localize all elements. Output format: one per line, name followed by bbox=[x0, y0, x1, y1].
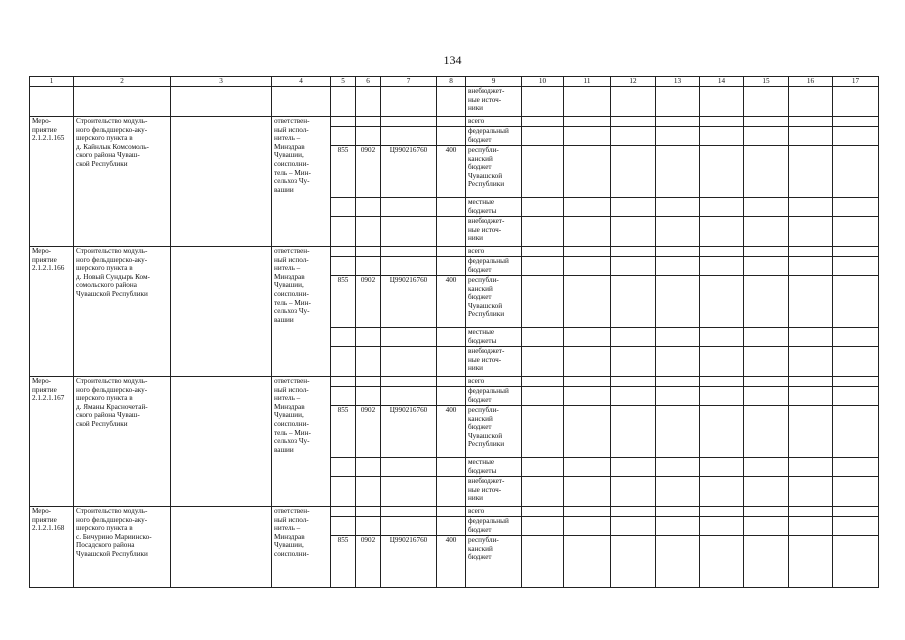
empty-cell bbox=[437, 507, 466, 517]
empty-cell bbox=[331, 347, 356, 377]
empty-cell bbox=[611, 517, 656, 536]
empty-cell bbox=[356, 347, 381, 377]
empty-cell bbox=[522, 117, 564, 127]
empty-cell bbox=[833, 517, 879, 536]
empty-cell bbox=[331, 477, 356, 507]
empty-cell bbox=[522, 377, 564, 387]
empty-cell bbox=[356, 257, 381, 276]
section-code-cell: 0902 bbox=[356, 406, 381, 458]
empty-cell bbox=[331, 217, 356, 247]
col-num: 8 bbox=[437, 77, 466, 87]
empty-cell bbox=[833, 458, 879, 477]
empty-cell bbox=[700, 536, 744, 588]
empty-cell bbox=[744, 117, 789, 127]
empty-cell bbox=[833, 377, 879, 387]
funding-source-cell: внебюджет- ные источ- ники bbox=[466, 87, 522, 117]
empty-cell bbox=[700, 458, 744, 477]
empty-cell bbox=[789, 507, 833, 517]
empty-cell bbox=[833, 117, 879, 127]
empty-cell bbox=[437, 328, 466, 347]
empty-cell bbox=[381, 198, 437, 217]
empty-cell bbox=[381, 87, 437, 117]
empty-cell bbox=[437, 117, 466, 127]
empty-cell bbox=[356, 117, 381, 127]
empty-cell bbox=[611, 276, 656, 328]
empty-cell bbox=[789, 217, 833, 247]
empty-cell bbox=[564, 517, 611, 536]
empty-cell bbox=[700, 477, 744, 507]
empty-cell bbox=[437, 387, 466, 406]
col-num: 7 bbox=[381, 77, 437, 87]
section-code-cell: 0902 bbox=[356, 276, 381, 328]
empty-cell bbox=[700, 387, 744, 406]
empty-cell bbox=[700, 517, 744, 536]
activity-name-cell: Строительство модуль- ного фельдшерско-аку- шерского пункта в с. Бичурино Мариинско- Посадского района Чувашской Республики bbox=[74, 507, 171, 588]
activity-code-cell: Меро- приятие 2.1.2.1.166 bbox=[30, 247, 74, 377]
empty-cell bbox=[611, 507, 656, 517]
empty-cell bbox=[833, 347, 879, 377]
empty-cell bbox=[700, 377, 744, 387]
empty-cell bbox=[744, 517, 789, 536]
empty-cell bbox=[381, 507, 437, 517]
empty-cell bbox=[744, 276, 789, 328]
empty-cell bbox=[656, 247, 700, 257]
col-num: 1 bbox=[30, 77, 74, 87]
empty-cell bbox=[331, 507, 356, 517]
empty-cell bbox=[564, 257, 611, 276]
section-code-cell: 0902 bbox=[356, 536, 381, 588]
empty-cell bbox=[331, 328, 356, 347]
empty-cell bbox=[833, 87, 879, 117]
empty-cell bbox=[522, 146, 564, 198]
empty-cell bbox=[700, 347, 744, 377]
empty-cell bbox=[522, 87, 564, 117]
empty-cell bbox=[833, 387, 879, 406]
grbs-code-cell: 855 bbox=[331, 276, 356, 328]
empty-cell bbox=[833, 198, 879, 217]
empty-cell bbox=[744, 87, 789, 117]
grbs-code-cell: 855 bbox=[331, 406, 356, 458]
empty-cell bbox=[437, 517, 466, 536]
empty-cell bbox=[437, 458, 466, 477]
empty-cell bbox=[522, 127, 564, 146]
empty-cell bbox=[611, 347, 656, 377]
empty-cell bbox=[522, 347, 564, 377]
empty-cell bbox=[611, 377, 656, 387]
empty-cell bbox=[437, 247, 466, 257]
expense-type-cell: 400 bbox=[437, 406, 466, 458]
empty-cell bbox=[789, 406, 833, 458]
target-article-cell: Ц990216760 bbox=[381, 146, 437, 198]
empty-cell bbox=[744, 257, 789, 276]
table-row bbox=[30, 117, 879, 127]
empty-cell bbox=[171, 247, 272, 377]
empty-cell bbox=[356, 217, 381, 247]
empty-cell bbox=[656, 387, 700, 406]
empty-cell bbox=[437, 377, 466, 387]
empty-cell bbox=[381, 347, 437, 377]
empty-cell bbox=[564, 117, 611, 127]
empty-cell bbox=[789, 117, 833, 127]
empty-cell bbox=[611, 536, 656, 588]
empty-cell bbox=[833, 247, 879, 257]
empty-cell bbox=[356, 328, 381, 347]
section-code-cell: 0902 bbox=[356, 146, 381, 198]
empty-cell bbox=[789, 328, 833, 347]
empty-cell bbox=[611, 257, 656, 276]
expense-type-cell: 400 bbox=[437, 536, 466, 588]
empty-cell bbox=[789, 458, 833, 477]
empty-cell bbox=[331, 247, 356, 257]
col-num: 2 bbox=[74, 77, 171, 87]
empty-cell bbox=[437, 87, 466, 117]
table-row bbox=[30, 377, 879, 387]
empty-cell bbox=[381, 247, 437, 257]
empty-cell bbox=[833, 276, 879, 328]
empty-cell bbox=[656, 517, 700, 536]
empty-cell bbox=[744, 536, 789, 588]
target-article-cell: Ц990216760 bbox=[381, 536, 437, 588]
empty-cell bbox=[564, 127, 611, 146]
col-num: 3 bbox=[171, 77, 272, 87]
empty-cell bbox=[833, 127, 879, 146]
empty-cell bbox=[522, 257, 564, 276]
empty-cell bbox=[611, 117, 656, 127]
funding-source-cell: всего bbox=[466, 377, 522, 387]
empty-cell bbox=[656, 257, 700, 276]
empty-cell bbox=[522, 458, 564, 477]
empty-cell bbox=[656, 276, 700, 328]
table-row bbox=[30, 247, 879, 257]
empty-cell bbox=[744, 477, 789, 507]
funding-source-cell: всего bbox=[466, 247, 522, 257]
empty-cell bbox=[381, 517, 437, 536]
empty-cell bbox=[356, 377, 381, 387]
empty-cell bbox=[437, 477, 466, 507]
empty-cell bbox=[744, 146, 789, 198]
empty-cell bbox=[74, 87, 171, 117]
empty-cell bbox=[611, 127, 656, 146]
funding-source-cell: республи- канский бюджет Чувашской Республики bbox=[466, 276, 522, 328]
empty-cell bbox=[744, 347, 789, 377]
empty-cell bbox=[789, 377, 833, 387]
empty-cell bbox=[381, 328, 437, 347]
empty-cell bbox=[611, 328, 656, 347]
empty-cell bbox=[564, 198, 611, 217]
empty-cell bbox=[356, 387, 381, 406]
empty-cell bbox=[522, 507, 564, 517]
empty-cell bbox=[700, 198, 744, 217]
target-article-cell: Ц990216760 bbox=[381, 406, 437, 458]
col-num: 11 bbox=[564, 77, 611, 87]
empty-cell bbox=[522, 517, 564, 536]
funding-source-cell: федеральный бюджет bbox=[466, 387, 522, 406]
empty-cell bbox=[356, 87, 381, 117]
empty-cell bbox=[789, 247, 833, 257]
col-num: 5 bbox=[331, 77, 356, 87]
empty-cell bbox=[437, 217, 466, 247]
empty-cell bbox=[564, 536, 611, 588]
empty-cell bbox=[744, 406, 789, 458]
funding-source-cell: внебюджет- ные источ- ники bbox=[466, 347, 522, 377]
empty-cell bbox=[833, 477, 879, 507]
empty-cell bbox=[656, 536, 700, 588]
empty-cell bbox=[656, 146, 700, 198]
empty-cell bbox=[564, 276, 611, 328]
empty-cell bbox=[331, 257, 356, 276]
empty-cell bbox=[522, 198, 564, 217]
empty-cell bbox=[656, 217, 700, 247]
empty-cell bbox=[381, 387, 437, 406]
empty-cell bbox=[744, 328, 789, 347]
empty-cell bbox=[656, 377, 700, 387]
empty-cell bbox=[564, 477, 611, 507]
funding-source-cell: местные бюджеты bbox=[466, 458, 522, 477]
empty-cell bbox=[331, 127, 356, 146]
empty-cell bbox=[611, 477, 656, 507]
col-num: 17 bbox=[833, 77, 879, 87]
empty-cell bbox=[381, 257, 437, 276]
activity-name-cell: Строительство модуль- ного фельдшерско-аку- шерского пункта в д. Яманы Красночетай- ского района Чуваш- ской Республики bbox=[74, 377, 171, 507]
empty-cell bbox=[744, 127, 789, 146]
table-row bbox=[30, 507, 879, 517]
col-num: 12 bbox=[611, 77, 656, 87]
empty-cell bbox=[522, 247, 564, 257]
col-num: 13 bbox=[656, 77, 700, 87]
empty-cell bbox=[437, 347, 466, 377]
table-body bbox=[30, 77, 879, 588]
empty-cell bbox=[789, 347, 833, 377]
col-num: 4 bbox=[272, 77, 331, 87]
activity-code-cell: Меро- приятие 2.1.2.1.168 bbox=[30, 507, 74, 588]
funding-source-cell: федеральный бюджет bbox=[466, 257, 522, 276]
empty-cell bbox=[331, 198, 356, 217]
empty-cell bbox=[833, 536, 879, 588]
empty-cell bbox=[700, 507, 744, 517]
col-num: 14 bbox=[700, 77, 744, 87]
empty-cell bbox=[356, 127, 381, 146]
empty-cell bbox=[611, 146, 656, 198]
empty-cell bbox=[833, 406, 879, 458]
activity-code-cell: Меро- приятие 2.1.2.1.167 bbox=[30, 377, 74, 507]
empty-cell bbox=[700, 87, 744, 117]
empty-cell bbox=[656, 328, 700, 347]
empty-cell bbox=[833, 257, 879, 276]
empty-cell bbox=[356, 477, 381, 507]
empty-cell bbox=[789, 536, 833, 588]
empty-cell bbox=[356, 517, 381, 536]
empty-cell bbox=[171, 507, 272, 588]
empty-cell bbox=[437, 257, 466, 276]
empty-cell bbox=[744, 507, 789, 517]
executor-cell: ответствен- ный испол- нитель – Минздрав Чувашии, соисполни- тель – Мин- сельхоз Чу- вашии bbox=[272, 247, 331, 377]
empty-cell bbox=[700, 328, 744, 347]
empty-cell bbox=[656, 406, 700, 458]
empty-cell bbox=[611, 247, 656, 257]
empty-cell bbox=[564, 507, 611, 517]
empty-cell bbox=[564, 387, 611, 406]
empty-cell bbox=[789, 87, 833, 117]
table-row bbox=[30, 87, 879, 117]
executor-cell: ответствен- ный испол- нитель – Минздрав Чувашии, соисполни- bbox=[272, 507, 331, 588]
empty-cell bbox=[564, 347, 611, 377]
expense-type-cell: 400 bbox=[437, 146, 466, 198]
empty-cell bbox=[700, 276, 744, 328]
empty-cell bbox=[272, 87, 331, 117]
funding-source-cell: всего bbox=[466, 507, 522, 517]
empty-cell bbox=[437, 127, 466, 146]
funding-source-cell: местные бюджеты bbox=[466, 328, 522, 347]
expense-type-cell: 400 bbox=[437, 276, 466, 328]
empty-cell bbox=[356, 198, 381, 217]
empty-cell bbox=[564, 406, 611, 458]
empty-cell bbox=[381, 117, 437, 127]
empty-cell bbox=[331, 387, 356, 406]
empty-cell bbox=[789, 127, 833, 146]
empty-cell bbox=[611, 217, 656, 247]
activity-name-cell: Строительство модуль- ного фельдшерско-аку- шерского пункта в д. Новый Сундырь Ком- сомольского района Чувашской Республики bbox=[74, 247, 171, 377]
funding-source-cell: республи- канский бюджет Чувашской Республики bbox=[466, 406, 522, 458]
empty-cell bbox=[744, 377, 789, 387]
empty-cell bbox=[833, 507, 879, 517]
grbs-code-cell: 855 bbox=[331, 146, 356, 198]
empty-cell bbox=[611, 198, 656, 217]
empty-cell bbox=[611, 406, 656, 458]
empty-cell bbox=[656, 87, 700, 117]
empty-cell bbox=[522, 477, 564, 507]
empty-cell bbox=[564, 377, 611, 387]
empty-cell bbox=[171, 117, 272, 247]
budget-table bbox=[29, 76, 879, 588]
empty-cell bbox=[744, 247, 789, 257]
activity-code-cell: Меро- приятие 2.1.2.1.165 bbox=[30, 117, 74, 247]
funding-source-cell: внебюджет- ные источ- ники bbox=[466, 217, 522, 247]
empty-cell bbox=[381, 458, 437, 477]
empty-cell bbox=[700, 127, 744, 146]
empty-cell bbox=[331, 87, 356, 117]
empty-cell bbox=[356, 507, 381, 517]
empty-cell bbox=[611, 87, 656, 117]
col-num: 6 bbox=[356, 77, 381, 87]
empty-cell bbox=[331, 517, 356, 536]
empty-cell bbox=[700, 406, 744, 458]
empty-cell bbox=[356, 458, 381, 477]
column-number-row bbox=[30, 77, 879, 87]
empty-cell bbox=[30, 87, 74, 117]
col-num: 10 bbox=[522, 77, 564, 87]
empty-cell bbox=[564, 87, 611, 117]
col-num: 9 bbox=[466, 77, 522, 87]
page-number: 134 bbox=[443, 53, 462, 67]
executor-cell: ответствен- ный испол- нитель – Минздрав Чувашии, соисполни- тель – Мин- сельхоз Чу- вашии bbox=[272, 117, 331, 247]
empty-cell bbox=[789, 387, 833, 406]
empty-cell bbox=[171, 87, 272, 117]
empty-cell bbox=[789, 146, 833, 198]
empty-cell bbox=[700, 117, 744, 127]
funding-source-cell: республи- канский бюджет Чувашской Республики bbox=[466, 146, 522, 198]
empty-cell bbox=[611, 458, 656, 477]
empty-cell bbox=[789, 477, 833, 507]
empty-cell bbox=[700, 146, 744, 198]
empty-cell bbox=[656, 198, 700, 217]
funding-source-cell: внебюджет- ные источ- ники bbox=[466, 477, 522, 507]
empty-cell bbox=[522, 276, 564, 328]
empty-cell bbox=[437, 198, 466, 217]
empty-cell bbox=[744, 198, 789, 217]
empty-cell bbox=[381, 377, 437, 387]
empty-cell bbox=[744, 458, 789, 477]
empty-cell bbox=[789, 198, 833, 217]
empty-cell bbox=[522, 536, 564, 588]
empty-cell bbox=[522, 217, 564, 247]
empty-cell bbox=[564, 217, 611, 247]
col-num: 15 bbox=[744, 77, 789, 87]
empty-cell bbox=[356, 247, 381, 257]
empty-cell bbox=[833, 217, 879, 247]
empty-cell bbox=[789, 517, 833, 536]
empty-cell bbox=[522, 328, 564, 347]
empty-cell bbox=[789, 276, 833, 328]
col-num: 16 bbox=[789, 77, 833, 87]
empty-cell bbox=[381, 477, 437, 507]
funding-source-cell: федеральный бюджет bbox=[466, 517, 522, 536]
grbs-code-cell: 855 bbox=[331, 536, 356, 588]
empty-cell bbox=[656, 507, 700, 517]
empty-cell bbox=[381, 127, 437, 146]
empty-cell bbox=[833, 146, 879, 198]
empty-cell bbox=[744, 217, 789, 247]
executor-cell: ответствен- ный испол- нитель – Минздрав Чувашии, соисполни- тель – Мин- сельхоз Чу- вашии bbox=[272, 377, 331, 507]
funding-source-cell: федеральный бюджет bbox=[466, 127, 522, 146]
empty-cell bbox=[656, 458, 700, 477]
empty-cell bbox=[331, 117, 356, 127]
empty-cell bbox=[331, 377, 356, 387]
empty-cell bbox=[564, 146, 611, 198]
empty-cell bbox=[656, 127, 700, 146]
empty-cell bbox=[700, 257, 744, 276]
funding-source-cell: местные бюджеты bbox=[466, 198, 522, 217]
funding-source-cell: всего bbox=[466, 117, 522, 127]
activity-name-cell: Строительство модуль- ного фельдшерско-аку- шерского пункта в д. Кайнлык Комсомоль- ского района Чуваш- ской Республики bbox=[74, 117, 171, 247]
empty-cell bbox=[789, 257, 833, 276]
target-article-cell: Ц990216760 bbox=[381, 276, 437, 328]
empty-cell bbox=[656, 477, 700, 507]
empty-cell bbox=[656, 347, 700, 377]
empty-cell bbox=[522, 387, 564, 406]
empty-cell bbox=[700, 247, 744, 257]
empty-cell bbox=[564, 328, 611, 347]
empty-cell bbox=[381, 217, 437, 247]
empty-cell bbox=[611, 387, 656, 406]
empty-cell bbox=[700, 217, 744, 247]
empty-cell bbox=[744, 387, 789, 406]
empty-cell bbox=[833, 328, 879, 347]
empty-cell bbox=[331, 458, 356, 477]
empty-cell bbox=[656, 117, 700, 127]
empty-cell bbox=[522, 406, 564, 458]
empty-cell bbox=[564, 458, 611, 477]
empty-cell bbox=[564, 247, 611, 257]
funding-source-cell: республи- канский бюджет bbox=[466, 536, 522, 588]
empty-cell bbox=[171, 377, 272, 507]
